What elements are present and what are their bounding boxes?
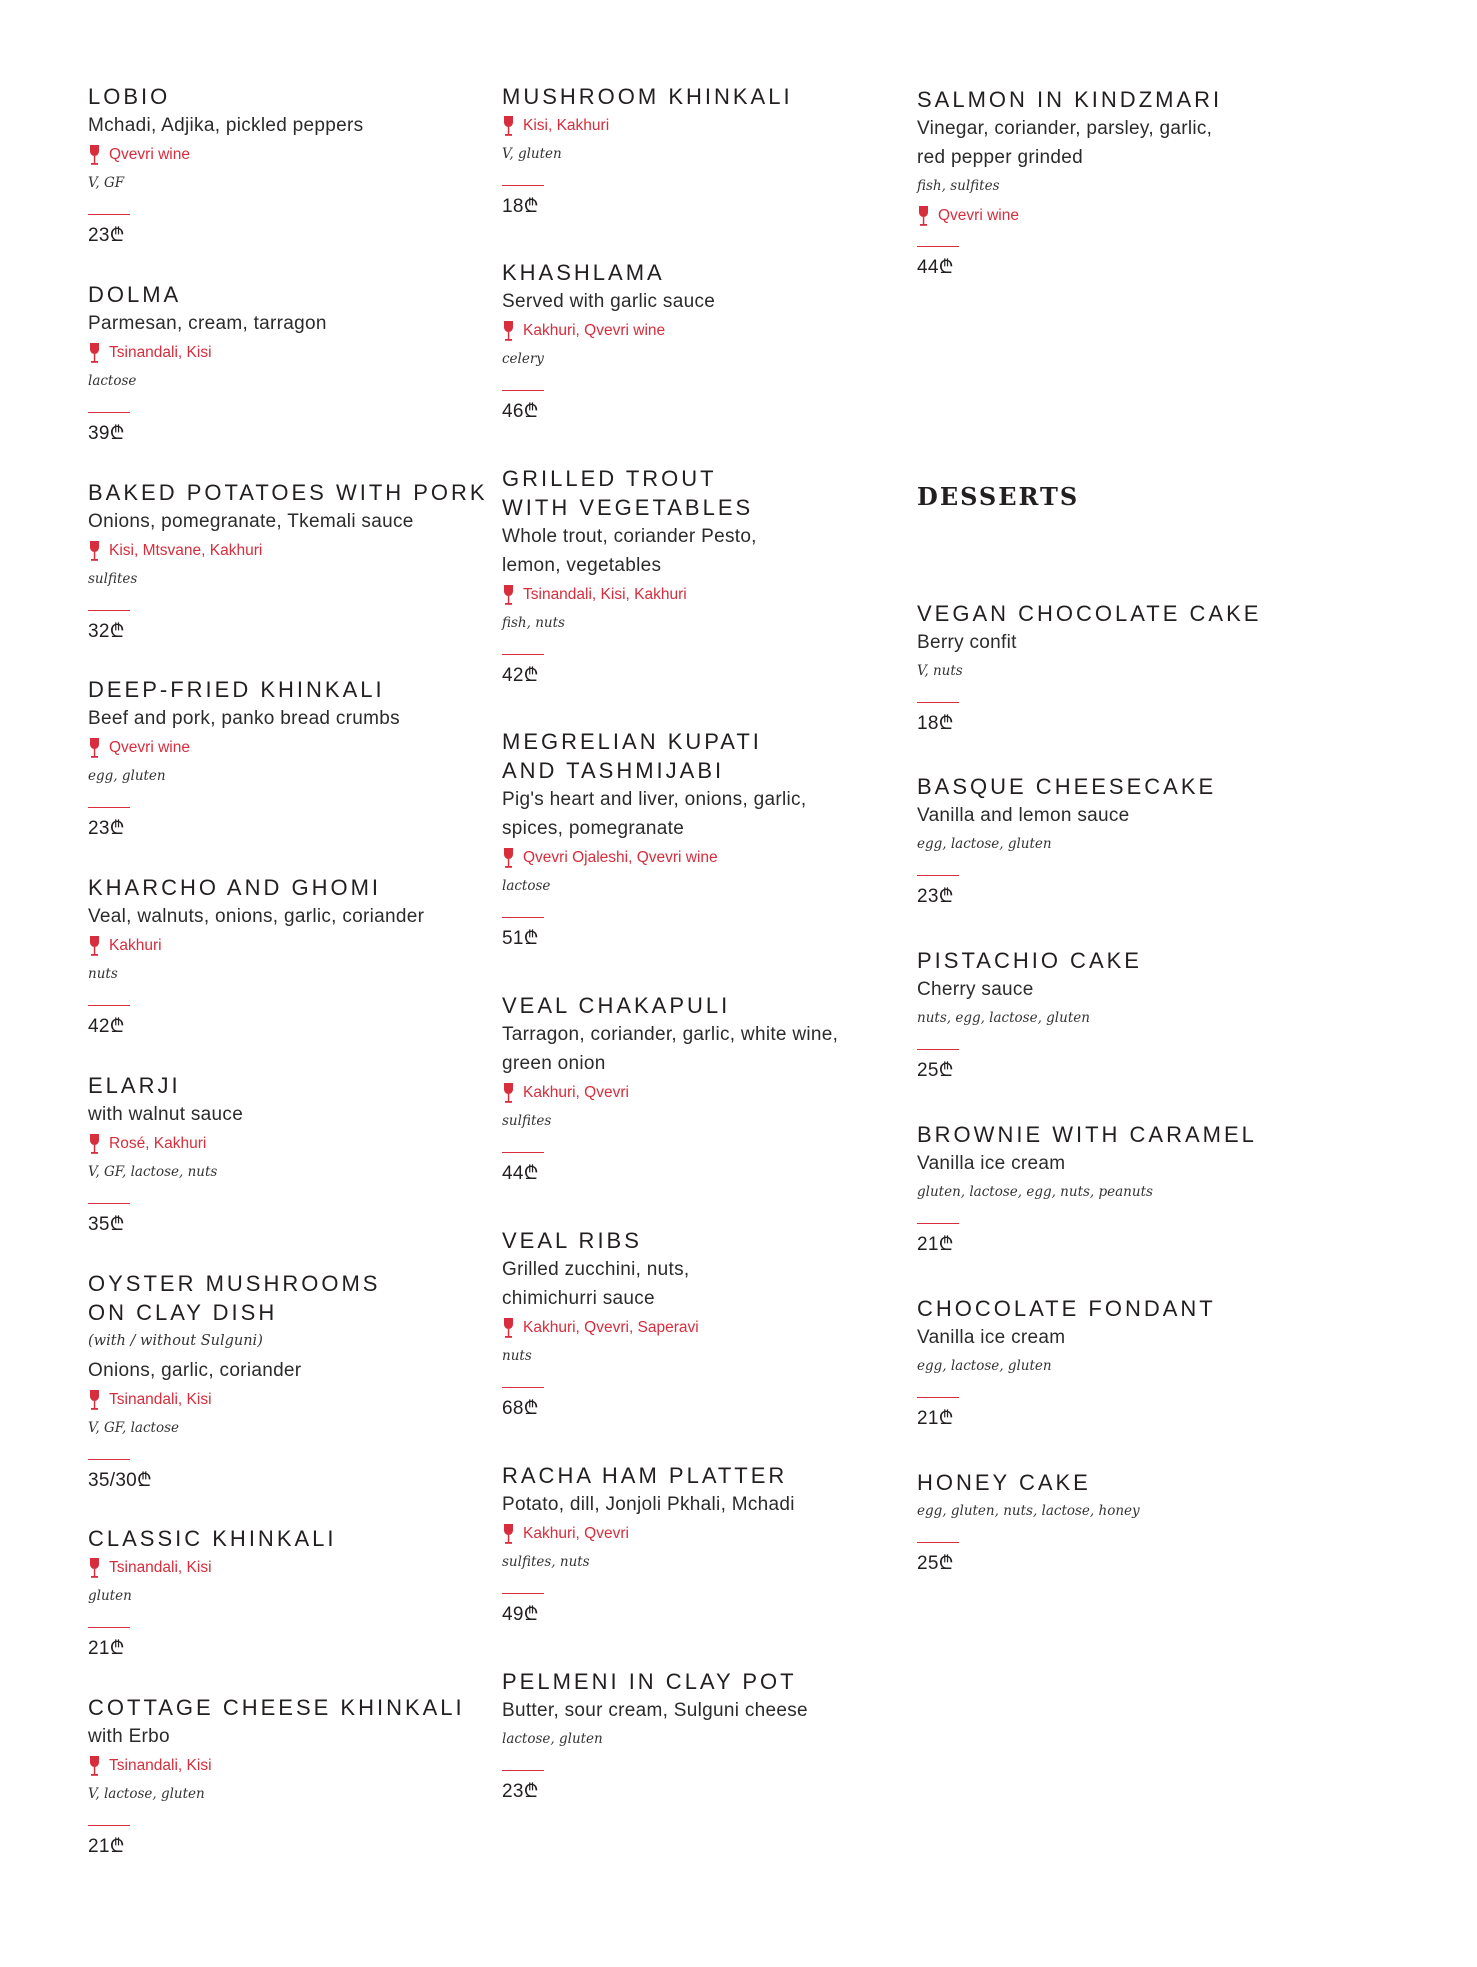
- allergen-info: V, gluten: [502, 146, 562, 162]
- wine-pairing-label: Kakhuri, Qvevri wine: [523, 322, 666, 339]
- wine-glass-icon: [88, 935, 108, 957]
- wine-pairing: [502, 1313, 902, 1342]
- dish-price: 23₾: [88, 225, 125, 246]
- dish-name: [502, 82, 902, 111]
- allergen-info: V, GF, lactose: [88, 1420, 179, 1436]
- dish-description: Pig's heart and liver, onions, garlic,: [502, 789, 807, 810]
- dish-name-line: ON CLAY DISH: [88, 1300, 278, 1325]
- dish-name-line: WITH VEGETABLES: [502, 495, 754, 520]
- wine-pairing: [88, 140, 488, 169]
- price-divider: [88, 1627, 130, 1628]
- dish-name-line: DEEP-FRIED KHINKALI: [88, 677, 385, 702]
- dish-price: 32₾: [88, 621, 125, 642]
- allergen-info: egg, lactose, gluten: [917, 836, 1052, 852]
- wine-glass-icon: [88, 1755, 108, 1777]
- menu-item: [88, 1071, 488, 1238]
- price-divider: [502, 390, 544, 391]
- dish-name-line: COTTAGE CHEESE KHINKALI: [88, 1695, 465, 1720]
- dish-description: green onion: [502, 1053, 606, 1074]
- wine-glass-icon: [88, 342, 108, 364]
- dish-name-line: AND TASHMIJABI: [502, 758, 725, 783]
- menu-item: [502, 727, 902, 952]
- allergen-info: V, lactose, gluten: [88, 1786, 205, 1802]
- dish-price: 46₾: [502, 401, 539, 422]
- price-divider: [88, 610, 130, 611]
- menu-item: [88, 1524, 488, 1662]
- section-title-desserts: DESSERTS: [917, 482, 1080, 511]
- wine-pairing-label: Rosé, Kakhuri: [109, 1135, 207, 1152]
- wine-pairing: [88, 338, 488, 367]
- dish-price: 18₾: [917, 713, 954, 734]
- menu-item: [88, 280, 488, 447]
- dish-name: [88, 280, 488, 309]
- allergen-info: lactose: [502, 878, 551, 894]
- price-divider: [917, 246, 959, 247]
- menu-item: [917, 85, 1317, 281]
- menu-item: [502, 82, 902, 220]
- wine-pairing-label: Tsinandali, Kisi: [109, 1559, 212, 1576]
- dish-description: spices, pomegranate: [502, 818, 685, 839]
- wine-pairing-label: Qvevri Ojaleshi, Qvevri wine: [523, 849, 718, 866]
- dish-description: Onions, pomegranate, Tkemali sauce: [88, 511, 414, 532]
- wine-pairing-label: Kakhuri: [109, 937, 162, 954]
- allergen-info: egg, lactose, gluten: [917, 1358, 1052, 1374]
- dish-name-line: GRILLED TROUT: [502, 466, 717, 491]
- dish-description: Mchadi, Adjika, pickled peppers: [88, 115, 364, 136]
- dish-description: Vanilla ice cream: [917, 1153, 1066, 1174]
- wine-pairing-label: Qvevri wine: [109, 146, 190, 163]
- dish-name: [88, 82, 488, 111]
- dish-description: with walnut sauce: [88, 1104, 244, 1125]
- dish-name: [917, 772, 1317, 801]
- dish-price: 21₾: [917, 1408, 954, 1429]
- menu-item: [88, 1269, 488, 1494]
- dish-description: Vinegar, coriander, parsley, garlic,: [917, 118, 1213, 139]
- dish-price: 18₾: [502, 196, 539, 217]
- wine-pairing: [502, 111, 902, 140]
- dish-price: 21₾: [88, 1638, 125, 1659]
- dish-price: 23₾: [917, 886, 954, 907]
- wine-glass-icon: [88, 737, 108, 759]
- dish-name-line: LOBIO: [88, 84, 171, 109]
- wine-pairing-label: Tsinandali, Kisi: [109, 1757, 212, 1774]
- dish-name: [917, 599, 1317, 628]
- wine-pairing-label: Kisi, Kakhuri: [523, 117, 610, 134]
- dish-name: [502, 991, 902, 1020]
- dish-price: 39₾: [88, 423, 125, 444]
- price-divider: [88, 1203, 130, 1204]
- dish-name: [502, 727, 902, 785]
- dish-name-line: MEGRELIAN KUPATI: [502, 729, 762, 754]
- dish-name: [917, 1468, 1317, 1497]
- dish-name-line: BAKED POTATOES WITH PORK: [88, 480, 488, 505]
- wine-pairing-label: Tsinandali, Kisi: [109, 344, 212, 361]
- wine-glass-icon: [88, 1389, 108, 1411]
- dish-price: 42₾: [502, 665, 539, 686]
- allergen-info: gluten, lactose, egg, nuts, peanuts: [917, 1184, 1153, 1200]
- price-divider: [502, 1593, 544, 1594]
- dish-name-line: OYSTER MUSHROOMS: [88, 1271, 381, 1296]
- dish-name: [917, 1294, 1317, 1323]
- dish-price: 51₾: [502, 928, 539, 949]
- dish-name-line: SALMON IN KINDZMARI: [917, 87, 1223, 112]
- price-divider: [917, 1542, 959, 1543]
- allergen-info: nuts, egg, lactose, gluten: [917, 1010, 1090, 1026]
- allergen-info: lactose, gluten: [502, 1731, 603, 1747]
- dish-description: Served with garlic sauce: [502, 291, 716, 312]
- allergen-info: lactose: [88, 373, 137, 389]
- dish-name: [502, 1667, 902, 1696]
- allergen-info: sulfites: [502, 1113, 552, 1129]
- allergen-info: egg, gluten: [88, 768, 166, 784]
- wine-pairing: [88, 1751, 488, 1780]
- wine-glass-icon: [88, 540, 108, 562]
- dish-name-line: MUSHROOM KHINKALI: [502, 84, 793, 109]
- menu-item: [88, 1693, 488, 1860]
- menu-item: [88, 675, 488, 842]
- menu-item: [88, 82, 488, 249]
- dish-name-line: PISTACHIO CAKE: [917, 948, 1142, 973]
- dish-name: [502, 1226, 902, 1255]
- allergen-info: V, GF, lactose, nuts: [88, 1164, 218, 1180]
- price-divider: [88, 807, 130, 808]
- price-divider: [88, 1005, 130, 1006]
- dish-price: 44₾: [502, 1163, 539, 1184]
- menu-item: [502, 1667, 902, 1805]
- wine-glass-icon: [502, 320, 522, 342]
- wine-glass-icon: [88, 144, 108, 166]
- wine-pairing: [502, 580, 902, 609]
- allergen-info: V, GF: [88, 175, 125, 191]
- wine-glass-icon: [502, 1317, 522, 1339]
- menu-item: [502, 1461, 902, 1628]
- wine-pairing: [88, 1385, 488, 1414]
- wine-pairing: [502, 316, 902, 345]
- dish-name-line: BASQUE CHEESECAKE: [917, 774, 1217, 799]
- dish-name-line: VEAL RIBS: [502, 1228, 642, 1253]
- price-divider: [502, 1770, 544, 1771]
- dish-price: 23₾: [502, 1781, 539, 1802]
- wine-pairing-label: Kisi, Mtsvane, Kakhuri: [109, 542, 263, 559]
- dish-price: 35/30₾: [88, 1470, 152, 1491]
- dessert-item: [917, 946, 1317, 1084]
- dish-name-line: PELMENI IN CLAY POT: [502, 1669, 797, 1694]
- dish-name-line: KHARCHO AND GHOMI: [88, 875, 382, 900]
- allergen-info: nuts: [502, 1348, 532, 1364]
- dish-price: 21₾: [88, 1836, 125, 1857]
- dish-name-line: VEGAN CHOCOLATE CAKE: [917, 601, 1262, 626]
- dish-description: Potato, dill, Jonjoli Pkhali, Mchadi: [502, 1494, 795, 1515]
- price-divider: [502, 1387, 544, 1388]
- wine-glass-icon: [502, 584, 522, 606]
- wine-pairing: [88, 1129, 488, 1158]
- dessert-item: [917, 772, 1317, 910]
- dessert-item: [917, 599, 1317, 737]
- dish-name: [917, 946, 1317, 975]
- dish-price: 21₾: [917, 1234, 954, 1255]
- dish-note: (with / without Sulguni): [88, 1333, 263, 1349]
- allergen-info: sulfites: [88, 571, 138, 587]
- dish-price: 25₾: [917, 1060, 954, 1081]
- dish-name: [88, 675, 488, 704]
- wine-pairing: [502, 1519, 902, 1548]
- dish-description: Vanilla ice cream: [917, 1327, 1066, 1348]
- allergen-info: egg, gluten, nuts, lactose, honey: [917, 1503, 1140, 1519]
- menu-item: [502, 464, 902, 689]
- wine-glass-icon: [88, 1557, 108, 1579]
- wine-glass-icon: [88, 1133, 108, 1155]
- dish-name: [502, 464, 902, 522]
- price-divider: [917, 702, 959, 703]
- dish-name: [917, 85, 1317, 114]
- price-divider: [88, 1459, 130, 1460]
- dish-description: with Erbo: [88, 1726, 170, 1747]
- wine-glass-icon: [917, 205, 937, 227]
- dish-name: [88, 1693, 488, 1722]
- dish-name-line: HONEY CAKE: [917, 1470, 1091, 1495]
- dish-price: 25₾: [917, 1553, 954, 1574]
- dish-name-line: DOLMA: [88, 282, 182, 307]
- menu-item: [502, 991, 902, 1187]
- wine-pairing: [502, 1078, 902, 1107]
- dish-name-line: CHOCOLATE FONDANT: [917, 1296, 1216, 1321]
- wine-pairing-label: Kakhuri, Qvevri, Saperavi: [523, 1319, 699, 1336]
- price-divider: [917, 1397, 959, 1398]
- wine-pairing: [502, 843, 902, 872]
- dish-description: Beef and pork, panko bread crumbs: [88, 708, 400, 729]
- dish-description: Tarragon, coriander, garlic, white wine,: [502, 1024, 839, 1045]
- dish-description: red pepper grinded: [917, 147, 1083, 168]
- wine-glass-icon: [502, 1082, 522, 1104]
- dish-description: Veal, walnuts, onions, garlic, coriander: [88, 906, 425, 927]
- dish-price: 35₾: [88, 1214, 125, 1235]
- wine-pairing-label: Tsinandali, Kisi, Kakhuri: [523, 586, 687, 603]
- wine-pairing: [917, 201, 1317, 230]
- price-divider: [917, 1223, 959, 1224]
- allergen-info: celery: [502, 351, 544, 367]
- price-divider: [502, 185, 544, 186]
- menu-item: [88, 478, 488, 645]
- dish-description: lemon, vegetables: [502, 555, 662, 576]
- dish-name: [88, 1071, 488, 1100]
- dish-name: [88, 478, 488, 507]
- dish-description: Whole trout, coriander Pesto,: [502, 526, 757, 547]
- wine-glass-icon: [502, 115, 522, 137]
- dish-name: [502, 1461, 902, 1490]
- dessert-item: [917, 1294, 1317, 1432]
- dish-name: [88, 873, 488, 902]
- dish-description: Parmesan, cream, tarragon: [88, 313, 327, 334]
- allergen-info: gluten: [88, 1588, 132, 1604]
- wine-pairing: [88, 1553, 488, 1582]
- menu-item: [88, 873, 488, 1040]
- dish-price: 49₾: [502, 1604, 539, 1625]
- dish-description: Cherry sauce: [917, 979, 1034, 1000]
- dish-name-line: VEAL CHAKAPULI: [502, 993, 731, 1018]
- price-divider: [88, 214, 130, 215]
- dish-name-line: ELARJI: [88, 1073, 181, 1098]
- wine-pairing-label: Qvevri wine: [938, 207, 1019, 224]
- dish-description: Berry confit: [917, 632, 1017, 653]
- dish-description: chimichurri sauce: [502, 1288, 655, 1309]
- dish-price: 23₾: [88, 818, 125, 839]
- allergen-info: V, nuts: [917, 663, 963, 679]
- dish-name-line: CLASSIC KHINKALI: [88, 1526, 337, 1551]
- price-divider: [88, 1825, 130, 1826]
- wine-pairing-label: Qvevri wine: [109, 739, 190, 756]
- allergen-info: fish, nuts: [502, 615, 565, 631]
- dish-name-line: KHASHLAMA: [502, 260, 665, 285]
- wine-pairing: [88, 536, 488, 565]
- price-divider: [502, 654, 544, 655]
- price-divider: [502, 917, 544, 918]
- wine-glass-icon: [502, 1523, 522, 1545]
- menu-item: [502, 1226, 902, 1422]
- dish-name: [88, 1524, 488, 1553]
- dessert-item: [917, 1468, 1317, 1577]
- price-divider: [88, 412, 130, 413]
- price-divider: [917, 875, 959, 876]
- dish-price: 68₾: [502, 1398, 539, 1419]
- menu-item: [502, 258, 902, 425]
- dish-name-line: BROWNIE WITH CARAMEL: [917, 1122, 1257, 1147]
- dish-price: 42₾: [88, 1016, 125, 1037]
- dish-description: Grilled zucchini, nuts,: [502, 1259, 690, 1280]
- allergen-info: sulfites, nuts: [502, 1554, 590, 1570]
- wine-pairing-label: Kakhuri, Qvevri: [523, 1084, 629, 1101]
- dish-description: Vanilla and lemon sauce: [917, 805, 1130, 826]
- allergen-info: fish, sulfites: [917, 178, 1000, 194]
- wine-pairing: [88, 733, 488, 762]
- price-divider: [502, 1152, 544, 1153]
- dish-description: Onions, garlic, coriander: [88, 1360, 302, 1381]
- wine-pairing-label: Tsinandali, Kisi: [109, 1391, 212, 1408]
- wine-pairing: [88, 931, 488, 960]
- dessert-item: [917, 1120, 1317, 1258]
- allergen-info: nuts: [88, 966, 118, 982]
- dish-name: [502, 258, 902, 287]
- dish-name: [917, 1120, 1317, 1149]
- dish-price: 44₾: [917, 257, 954, 278]
- dish-name: [88, 1269, 488, 1327]
- wine-pairing-label: Kakhuri, Qvevri: [523, 1525, 629, 1542]
- wine-glass-icon: [502, 847, 522, 869]
- price-divider: [917, 1049, 959, 1050]
- dish-description: Butter, sour cream, Sulguni cheese: [502, 1700, 808, 1721]
- dish-name-line: RACHA HAM PLATTER: [502, 1463, 788, 1488]
